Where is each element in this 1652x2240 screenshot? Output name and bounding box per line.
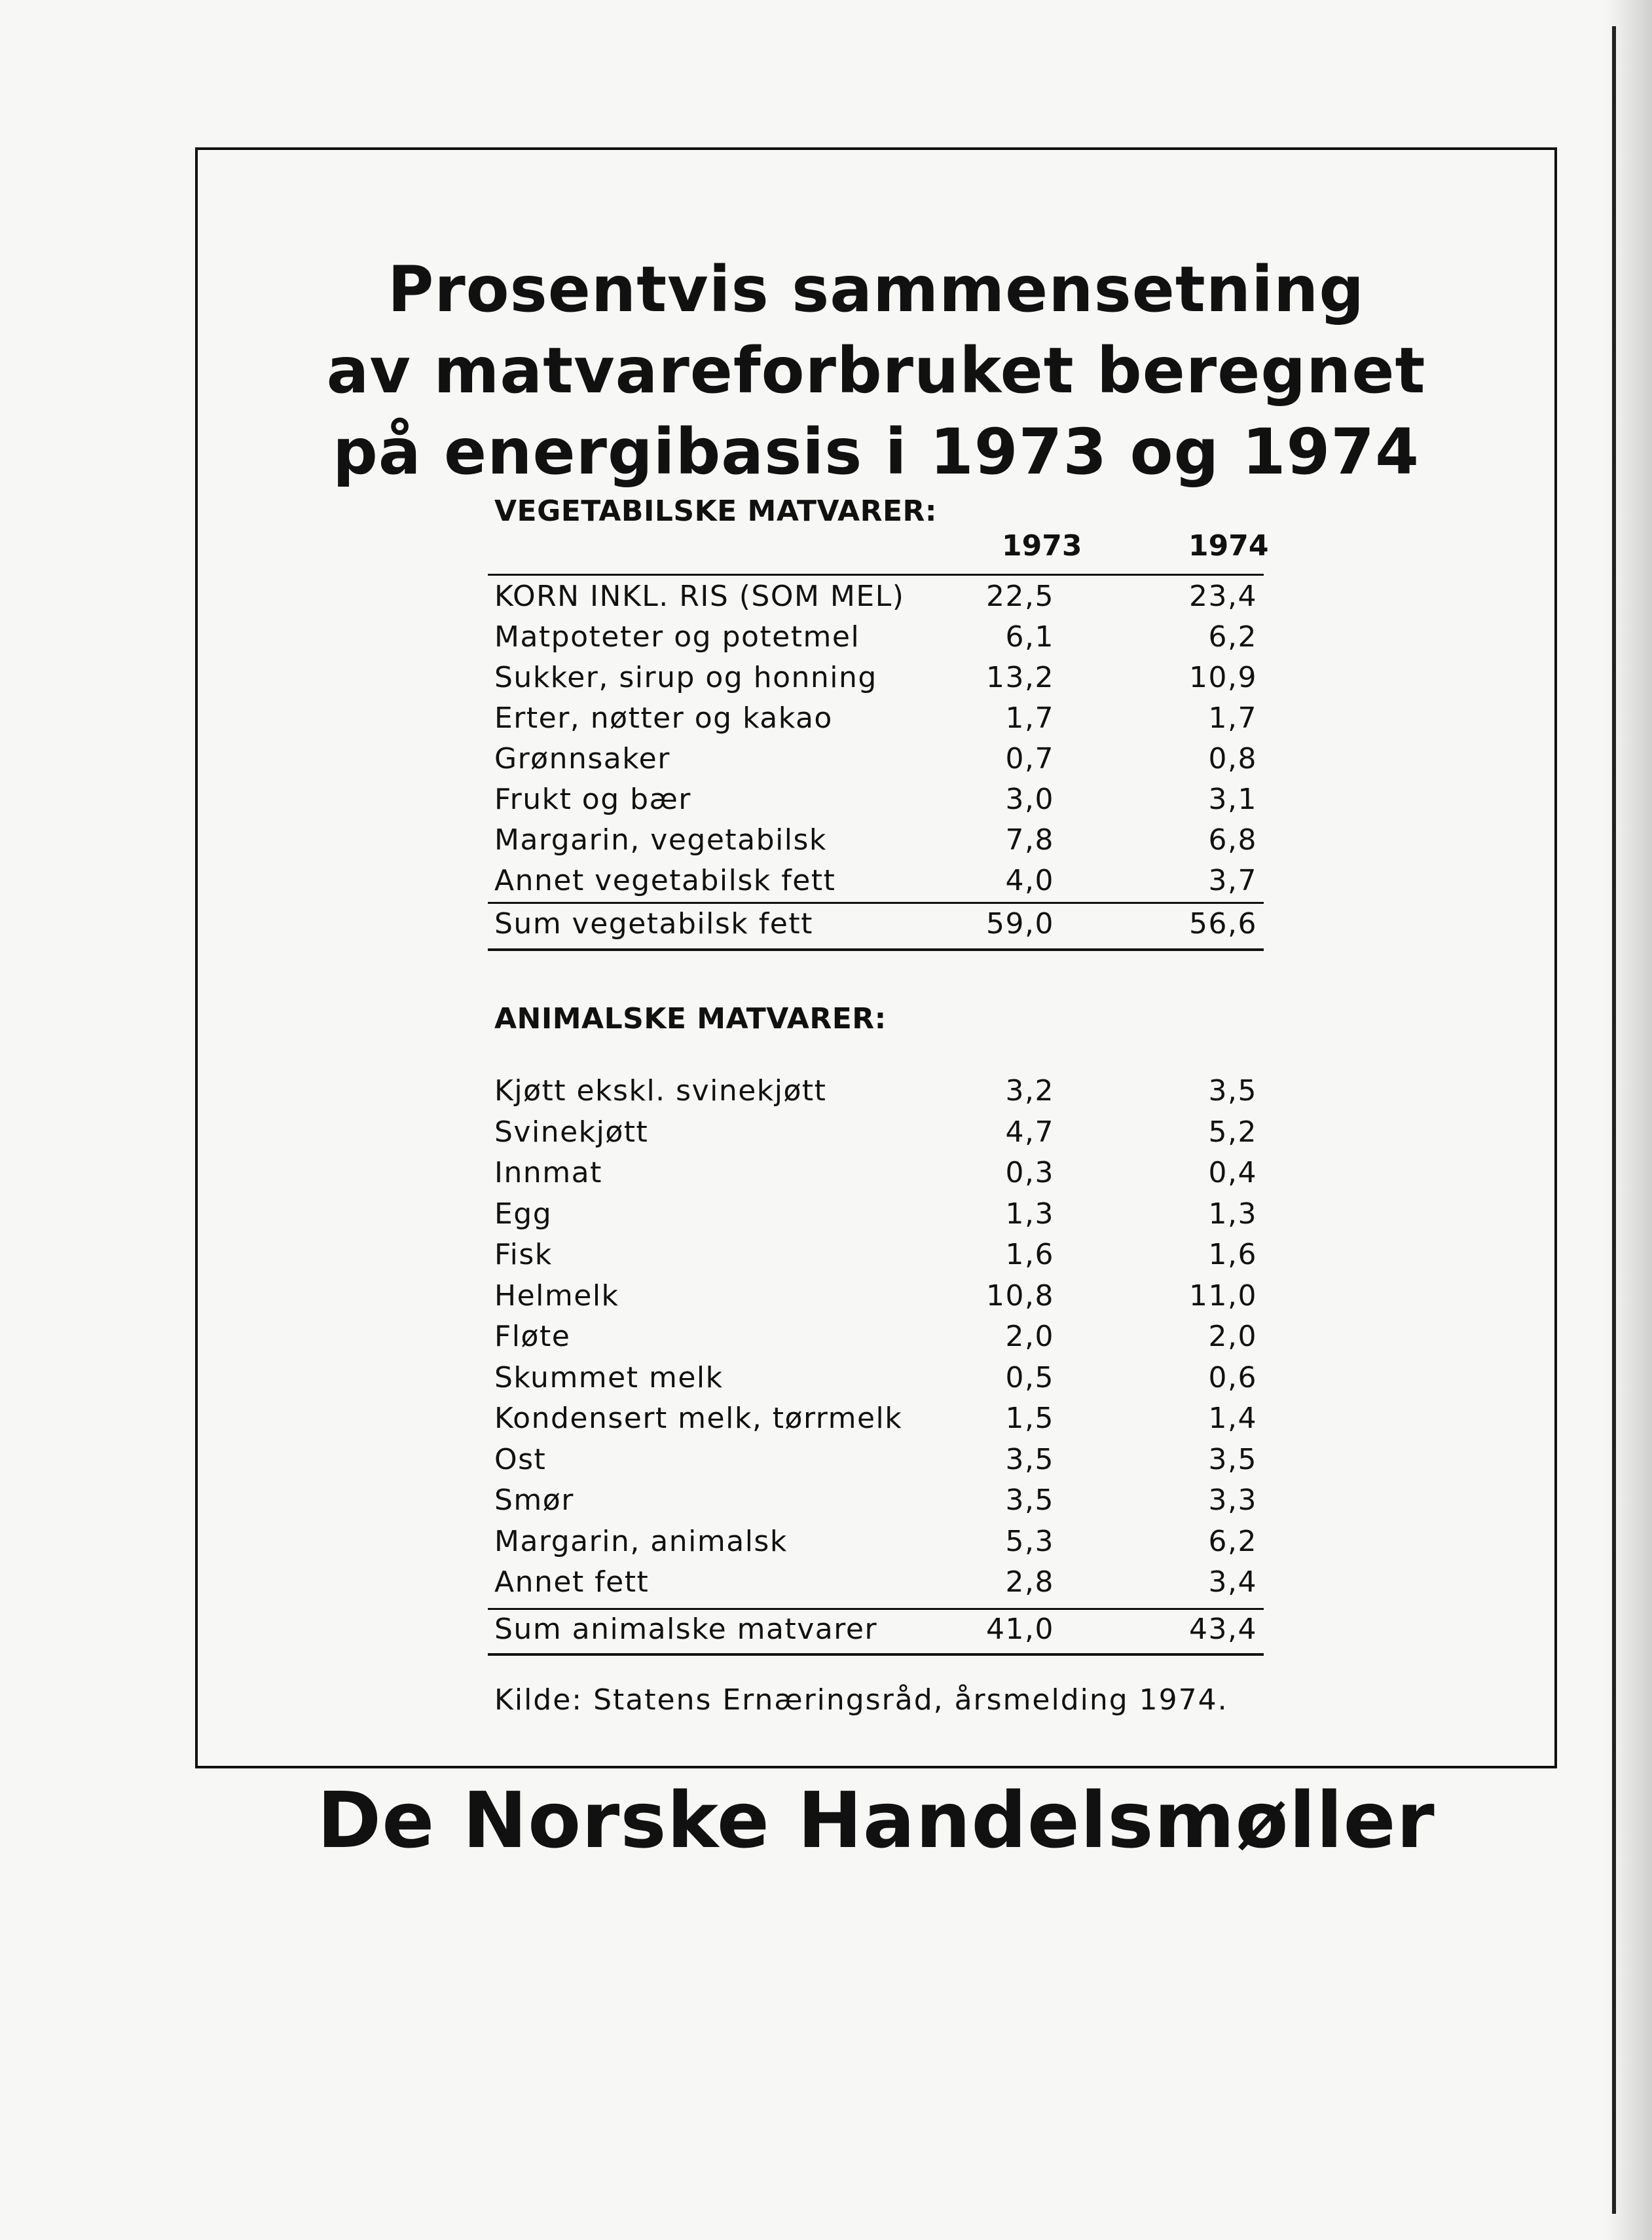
ani-1973: 2,8 (1005, 1565, 1054, 1599)
ani-1974: 0,4 (1208, 1156, 1257, 1189)
veg-label: Erter, nøtter og kakao (494, 701, 833, 735)
ani-1974: 2,0 (1208, 1320, 1257, 1353)
ani-sum-bottom-rule (488, 1653, 1264, 1656)
ani-1973: 1,3 (1005, 1197, 1054, 1231)
veg-label: KORN INKL. RIS (SOM MEL) (494, 580, 905, 613)
veg-1973: 0,7 (1005, 742, 1054, 775)
ani-1974: 1,3 (1208, 1197, 1257, 1231)
veg-1973: 3,0 (1005, 783, 1054, 816)
veg-sum-label: Sum vegetabilsk fett (494, 907, 813, 941)
brand-name: De Norske Handelsmøller (317, 1775, 1435, 1865)
ani-row (494, 1484, 1264, 1524)
ani-row (494, 1565, 1264, 1606)
veg-row (494, 864, 1264, 905)
veg-1974: 3,1 (1208, 783, 1257, 816)
veg-sum-top-rule (488, 902, 1264, 904)
year-header-1973: 1973 (1002, 529, 1082, 563)
veg-1973: 7,8 (1005, 823, 1054, 857)
veg-sum-row (494, 907, 1264, 948)
ani-label: Kondensert melk, tørrmelk (494, 1402, 903, 1435)
veg-label: Matpoteter og potetmel (494, 620, 860, 654)
veg-1973: 22,5 (986, 580, 1054, 613)
ani-1973: 2,0 (1005, 1320, 1054, 1353)
ani-1973: 3,5 (1005, 1442, 1054, 1476)
veg-1974: 0,8 (1208, 742, 1257, 775)
veg-1974: 6,8 (1208, 823, 1257, 857)
ani-row (494, 1197, 1264, 1238)
veg-sum-1974: 56,6 (1189, 907, 1257, 941)
ani-1974: 5,2 (1208, 1115, 1257, 1149)
veg-sum-bottom-rule (488, 948, 1264, 951)
ani-label: Innmat (494, 1156, 602, 1189)
veg-label: Margarin, vegetabilsk (494, 823, 827, 857)
ani-label: Ost (494, 1442, 547, 1476)
veg-1973: 13,2 (986, 661, 1054, 694)
ani-sum-1974: 43,4 (1189, 1613, 1257, 1646)
ani-label: Skummet melk (494, 1360, 724, 1394)
ani-label: Fisk (494, 1238, 553, 1271)
ani-1974: 3,3 (1208, 1484, 1257, 1517)
header-rule (488, 574, 1264, 576)
ani-row (494, 1074, 1264, 1115)
ani-1974: 1,4 (1208, 1402, 1257, 1435)
ani-1974: 3,5 (1208, 1074, 1257, 1108)
page-edge-line (1612, 26, 1616, 2214)
ani-row (494, 1525, 1264, 1565)
ani-row (494, 1279, 1264, 1320)
veg-1974: 3,7 (1208, 864, 1257, 897)
ani-1974: 11,0 (1189, 1279, 1257, 1313)
ani-sum-top-rule (488, 1608, 1264, 1610)
ani-1973: 0,5 (1005, 1360, 1054, 1394)
ani-1973: 1,6 (1005, 1238, 1054, 1271)
ani-row (494, 1402, 1264, 1442)
veg-1973: 1,7 (1005, 701, 1054, 735)
ani-row (494, 1361, 1264, 1402)
ani-label: Margarin, animalsk (494, 1524, 788, 1558)
veg-label: Annet vegetabilsk fett (494, 864, 836, 897)
ani-1973: 3,5 (1005, 1484, 1054, 1517)
ani-label: Svinekjøtt (494, 1115, 649, 1149)
ani-label: Kjøtt ekskl. svinekjøtt (494, 1074, 827, 1108)
ani-1974: 3,4 (1208, 1565, 1257, 1599)
veg-row (494, 742, 1264, 783)
ani-1974: 3,5 (1208, 1442, 1257, 1476)
ani-row (494, 1115, 1264, 1156)
veg-row (494, 783, 1264, 823)
ani-1973: 4,7 (1005, 1115, 1054, 1149)
ani-row (494, 1238, 1264, 1279)
veg-1974: 10,9 (1189, 661, 1257, 694)
ani-row (494, 1443, 1264, 1484)
veg-1974: 1,7 (1208, 701, 1257, 735)
animal-heading: ANIMALSKE MATVARER: (494, 1002, 887, 1036)
veg-1973: 6,1 (1005, 620, 1054, 654)
vegetable-heading: VEGETABILSKE MATVARER: (494, 495, 938, 528)
veg-row (494, 620, 1264, 661)
ani-1974: 6,2 (1208, 1524, 1257, 1558)
ani-1973: 0,3 (1005, 1156, 1054, 1189)
veg-label: Grønnsaker (494, 742, 670, 775)
ani-label: Helmelk (494, 1279, 619, 1313)
veg-1974: 6,2 (1208, 620, 1257, 654)
ani-1973: 1,5 (1005, 1402, 1054, 1435)
ani-1973: 10,8 (986, 1279, 1054, 1313)
veg-row (494, 580, 1264, 620)
ani-row (494, 1320, 1264, 1360)
ani-label: Annet fett (494, 1565, 650, 1599)
veg-row (494, 823, 1264, 864)
ani-sum-row (494, 1613, 1264, 1653)
veg-row (494, 661, 1264, 701)
page-title (195, 249, 1557, 493)
ani-row (494, 1156, 1264, 1197)
ani-1974: 0,6 (1208, 1360, 1257, 1394)
title-line-1: Prosentvis sammensetning (387, 253, 1365, 326)
veg-1974: 23,4 (1189, 580, 1257, 613)
ani-sum-1973: 41,0 (986, 1613, 1054, 1646)
ani-1974: 1,6 (1208, 1238, 1257, 1271)
source-note: Kilde: Statens Ernæringsråd, årsmelding 1974. (494, 1683, 1228, 1717)
ani-1973: 3,2 (1005, 1074, 1054, 1108)
ani-label: Egg (494, 1197, 553, 1231)
title-line-2: av matvareforbruket beregnet (326, 334, 1426, 407)
year-header-1974: 1974 (1188, 529, 1269, 563)
veg-1973: 4,0 (1005, 864, 1054, 897)
title-line-3: på energibasis i 1973 og 1974 (333, 415, 1420, 489)
ani-1973: 5,3 (1005, 1524, 1054, 1558)
veg-label: Sukker, sirup og honning (494, 661, 877, 694)
ani-label: Fløte (494, 1320, 571, 1353)
ani-sum-label: Sum animalske matvarer (494, 1613, 878, 1646)
ani-label: Smør (494, 1484, 574, 1517)
veg-row (494, 701, 1264, 742)
veg-sum-1973: 59,0 (986, 907, 1054, 941)
veg-label: Frukt og bær (494, 783, 691, 816)
